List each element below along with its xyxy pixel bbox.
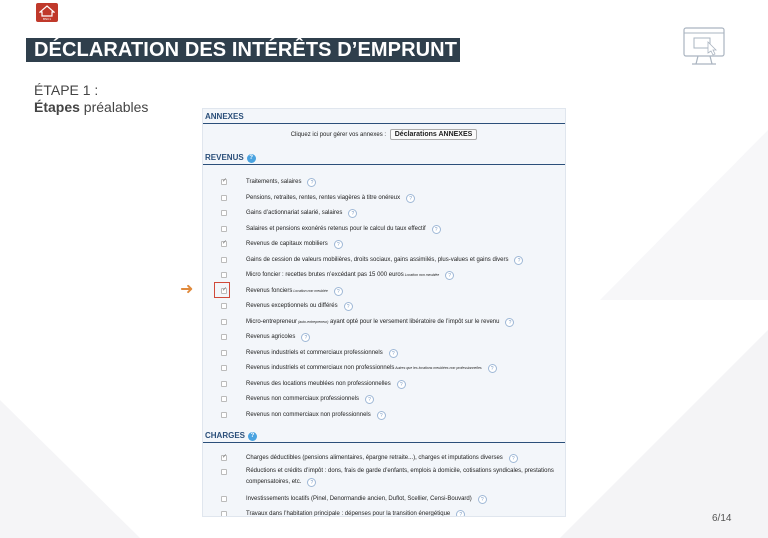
revenus-item-row — [203, 191, 565, 207]
help-icon[interactable]: ? — [334, 240, 343, 249]
help-icon[interactable]: ? — [397, 380, 406, 389]
help-icon[interactable]: ? — [406, 194, 415, 203]
declaration-panel — [202, 108, 566, 517]
revenus-item-label-text: Gains de cession de valeurs mobilières, droits sociaux, gains assimilés, plus-values et gains divers — [246, 256, 509, 263]
revenus-item-label — [246, 240, 343, 249]
help-icon[interactable]: ? — [432, 225, 441, 234]
revenus-item-row — [203, 284, 565, 300]
revenus-item-row — [203, 315, 565, 331]
annexes-divider — [203, 123, 565, 124]
help-icon[interactable]: ? — [478, 495, 487, 504]
revenus-item-label-text: Salaires et pensions exonérés retenus pour le calcul du taux effectif — [246, 225, 426, 232]
revenus-item-checkbox[interactable] — [221, 210, 227, 216]
help-icon[interactable]: ? — [307, 178, 316, 187]
help-icon[interactable]: ? — [348, 209, 357, 218]
charges-item-label — [246, 454, 518, 463]
charges-item-checkbox[interactable] — [221, 455, 227, 461]
charges-item-checkbox[interactable] — [221, 496, 227, 502]
revenus-divider — [203, 164, 565, 165]
revenus-item-label — [246, 364, 497, 373]
charges-item-row — [203, 466, 565, 492]
charges-item-label — [246, 495, 487, 504]
revenus-item-label — [246, 333, 310, 342]
help-icon[interactable]: ? — [389, 349, 398, 358]
revenus-item-label — [246, 318, 514, 327]
revenus-item-checkbox[interactable] — [221, 303, 227, 309]
revenus-item-checkbox[interactable] — [221, 365, 227, 371]
revenus-item-row — [203, 361, 565, 377]
revenus-item-row — [203, 299, 565, 315]
help-icon[interactable]: ? — [445, 271, 454, 280]
revenus-item-row — [203, 237, 565, 253]
revenus-item-row — [203, 268, 565, 284]
help-icon[interactable]: ? — [344, 302, 353, 311]
charges-item-label — [246, 466, 556, 488]
revenus-item-checkbox[interactable] — [221, 179, 227, 185]
revenus-item-checkbox[interactable] — [221, 272, 227, 278]
revenus-item-label-text: Revenus non commerciaux non professionnels — [246, 411, 371, 418]
step-title-bold: Étapes — [34, 99, 80, 115]
revenus-item-row — [203, 222, 565, 238]
highlight-box — [214, 282, 230, 298]
revenus-item-checkbox[interactable] — [221, 396, 227, 402]
revenus-item-label-text: Revenus non commerciaux professionnels — [246, 396, 360, 402]
revenus-item-checkbox[interactable] — [221, 257, 227, 263]
pointer-arrow-icon: ➜ — [180, 281, 194, 298]
help-icon[interactable]: ? — [334, 287, 343, 296]
revenus-item-label-text: Revenus exceptionnels ou différés — [246, 303, 338, 309]
annexes-heading: ANNEXES — [205, 112, 244, 121]
revenus-item-label-text: Revenus de capitaux mobiliers — [246, 241, 328, 247]
brand-logo — [36, 3, 58, 22]
revenus-item-row — [203, 253, 565, 269]
revenus-item-row — [203, 206, 565, 222]
revenus-info-icon[interactable]: ? — [247, 154, 256, 163]
revenus-item-label — [246, 302, 353, 311]
revenus-item-label — [246, 256, 523, 265]
charges-divider — [203, 442, 565, 443]
annexes-button[interactable]: Déclarations ANNEXES — [390, 129, 478, 140]
revenus-item-checkbox[interactable] — [221, 334, 227, 340]
revenus-item-label-note: (auto-entrepreneur) — [297, 319, 329, 324]
charges-item-checkbox[interactable] — [221, 511, 227, 517]
logo-text: BNC1 — [42, 17, 51, 21]
revenus-item-checkbox[interactable] — [221, 350, 227, 356]
charges-item-row — [203, 451, 565, 466]
charges-item-label-text: Investissements locatifs (Pinel, Denormandie ancien, Duflot, Scellier, Censi-Bouvard) — [246, 496, 472, 502]
revenus-item-label-note: Location non meublée — [292, 288, 328, 293]
revenus-item-label — [246, 380, 406, 389]
help-icon[interactable]: ? — [301, 333, 310, 342]
revenus-item-checkbox[interactable] — [221, 241, 227, 247]
revenus-item-row — [203, 408, 565, 424]
charges-item-checkbox[interactable] — [221, 469, 227, 475]
page-number: 6/14 — [712, 513, 732, 524]
charges-item-label-text: Travaux dans l’habitation principale : dépenses pour la transition énergétique — [246, 511, 451, 517]
revenus-item-label-text: Pensions, retraites, rentes, rentes viagères à titre onéreux — [246, 194, 401, 201]
revenus-item-checkbox[interactable] — [221, 226, 227, 232]
revenus-item-row — [203, 377, 565, 393]
help-icon[interactable]: ? — [488, 364, 497, 373]
charges-item-label-text: Réductions et crédits d’impôt : dons, frais de garde d’enfants, emplois à domicile, cotisations syndicales, prestations compensatoires, etc. — [246, 468, 554, 485]
revenus-item-label — [246, 178, 316, 187]
charges-heading — [203, 431, 565, 441]
charges-item-row — [203, 507, 565, 517]
charges-info-icon[interactable]: ? — [248, 432, 257, 441]
revenus-item-label-text: Revenus des locations meublées non professionnelles — [246, 380, 391, 387]
revenus-item-checkbox[interactable] — [221, 412, 227, 418]
revenus-item-label-suffix: ayant opté pour le versement libératoire de l’impôt sur le revenu — [328, 318, 500, 325]
charges-item-label — [246, 510, 465, 517]
step-number: ÉTAPE 1 : — [34, 82, 99, 98]
revenus-heading — [203, 153, 565, 163]
revenus-item-label-text: Micro foncier : recettes brutes n’excédant pas 15 000 euros — [246, 272, 404, 278]
charges-heading-text: CHARGES — [205, 431, 246, 440]
step-title-rest: préalables — [79, 99, 149, 115]
revenus-item-label — [246, 271, 454, 280]
revenus-item-label-note: Location non meublée — [403, 273, 440, 277]
revenus-item-label — [246, 287, 343, 296]
revenus-item-label — [246, 395, 374, 404]
help-icon[interactable]: ? — [514, 256, 523, 265]
revenus-item-checkbox[interactable] — [221, 319, 227, 325]
house-icon — [39, 5, 55, 17]
charges-item-label-text: Charges déductibles (pensions alimentaires, épargne retraite...), charges et imputations diverses — [246, 455, 503, 461]
page-title: DÉCLARATION DES INTÉRÊTS D’EMPRUNT — [26, 38, 460, 62]
revenus-item-checkbox[interactable] — [221, 195, 227, 201]
charges-item-row — [203, 492, 565, 507]
revenus-item-label — [246, 194, 415, 203]
revenus-item-label-text: Revenus fonciers — [246, 287, 293, 294]
help-icon[interactable]: ? — [365, 395, 374, 404]
revenus-item-label-note: Autres que les locations meublées non professionnelles — [394, 366, 482, 370]
revenus-item-label-text: Revenus industriels et commerciaux non professionnels — [246, 365, 395, 371]
revenus-heading-text: REVENUS — [205, 153, 244, 162]
revenus-item-row — [203, 330, 565, 346]
revenus-item-label-text: Revenus industriels et commerciaux professionnels — [246, 349, 383, 356]
help-icon[interactable]: ? — [307, 478, 316, 487]
revenus-item-label — [246, 225, 441, 234]
revenus-item-row — [203, 346, 565, 362]
help-icon[interactable]: ? — [505, 318, 514, 327]
help-icon[interactable]: ? — [377, 411, 386, 420]
annexes-row — [203, 129, 565, 140]
annexes-prompt: Cliquez ici pour gérer vos annexes : — [290, 132, 387, 138]
revenus-item-label-text: Micro-entrepreneur — [246, 318, 298, 325]
revenus-item-checkbox[interactable] — [221, 381, 227, 387]
revenus-item-label — [246, 349, 398, 358]
step-title — [34, 99, 148, 115]
revenus-item-label-text: Traitements, salaires — [246, 179, 302, 185]
monitor-icon — [682, 24, 726, 68]
revenus-item-label-text: Revenus agricoles — [246, 334, 296, 340]
revenus-item-row — [203, 392, 565, 408]
help-icon[interactable]: ? — [509, 454, 518, 463]
help-icon[interactable]: ? — [456, 510, 465, 517]
revenus-item-label — [246, 209, 357, 218]
revenus-item-row — [203, 175, 565, 191]
revenus-item-label-text: Gains d’actionnariat salarié, salaires — [246, 210, 343, 216]
revenus-item-label — [246, 411, 386, 420]
